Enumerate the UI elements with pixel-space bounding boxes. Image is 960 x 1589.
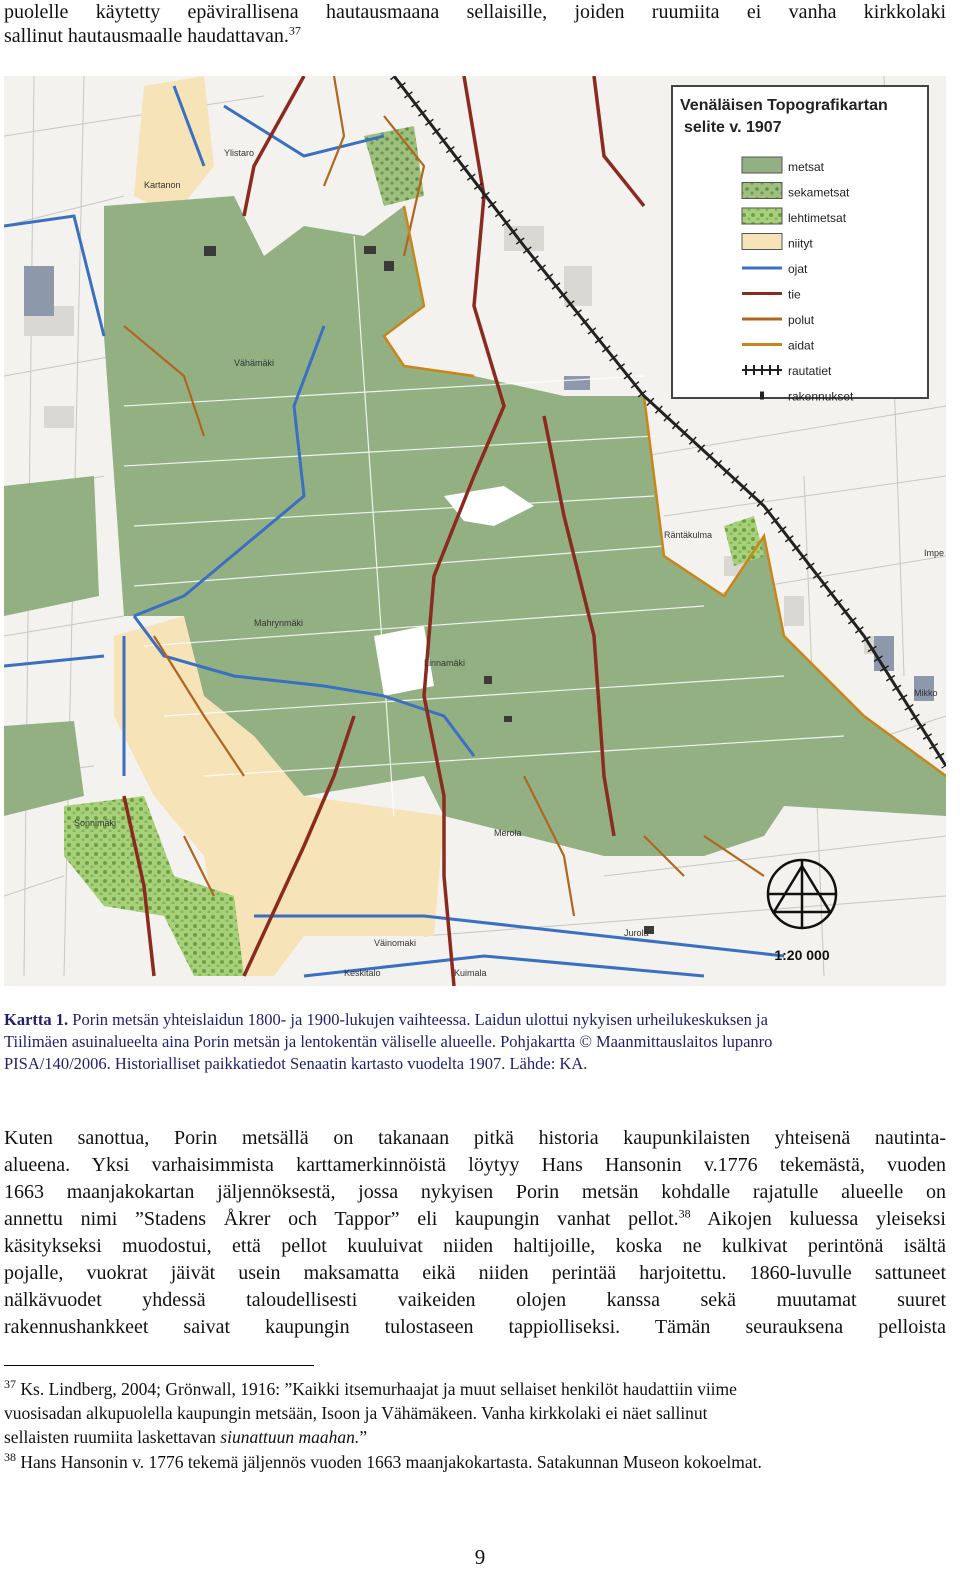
figure-caption: Kartta 1. Porin metsän yhteislaidun 1800- ja 1900-lukujen vaihteessa. Laidun ulottui nykyisen urheilukeskuksen ja xyxy=(4,1010,768,1029)
map-place-label: Kartanon xyxy=(144,180,181,190)
map-place-label: Kuimala xyxy=(454,968,487,978)
map-legend xyxy=(672,86,928,404)
map-place-label: Sonnimäki xyxy=(74,818,117,828)
legend-label: niityt xyxy=(788,236,813,251)
map-place-label: Impe xyxy=(924,548,945,558)
legend-label: lehtimetsat xyxy=(788,211,847,225)
map-place-label: Jurola xyxy=(624,928,649,938)
body-line: annettu nimi ”Stadens Åkrer och Tappor” eli kaupungin vanhat pellot.$^{38}$ Aikojen kuluessa yleiseksi xyxy=(4,1206,946,1230)
legend-label: rakennukset xyxy=(788,389,854,404)
body-line: rakennushankkeet saivat kaupungin tulostaseen tappiolliseksi. Tämän seurauksena pelloista xyxy=(4,1316,946,1338)
footnote-divider xyxy=(4,1365,314,1366)
legend-label: aidat xyxy=(788,338,815,353)
legend-label: metsat xyxy=(788,160,825,174)
legend-item-lehtimetsat xyxy=(742,208,847,225)
map-place-label: Vähämäki xyxy=(234,358,275,368)
footnote-ref[interactable]: 37 xyxy=(288,23,301,38)
legend-label: ojat xyxy=(788,262,808,276)
legend-label: sekametsat xyxy=(788,185,850,200)
legend-label: tie xyxy=(788,287,801,302)
map-place-label: Räntäkulma xyxy=(664,530,713,540)
map-place-label: Väinomaki xyxy=(374,938,417,948)
figure-caption: PISA/140/2006. Historialliset paikkatiedot Senaatin kartasto vuodelta 1907. Lähde: KA. xyxy=(4,1054,588,1073)
legend-item-niityt xyxy=(742,234,813,251)
footnote-ref[interactable]: 38 xyxy=(678,1206,691,1221)
body-line: käsitykseksi muodostui, että pellot kuuluivat niiden haltijoille, koska ne kulkivat perintönä isältä xyxy=(4,1235,946,1257)
body-line: alueena. Yksi varhaisimmista karttamerkinnöistä löytyy Hans Hansonin v.1776 tekemästä, vuoden xyxy=(4,1154,946,1176)
compass-icon xyxy=(768,860,836,928)
body-line: nälkävuodet yhdessä taloudellisesti vaikeiden olojen kanssa sekä muutamat suuret xyxy=(4,1289,946,1311)
historical-map xyxy=(4,76,946,986)
body-line: 1663 maanjakokartan jäljennöksestä, jossa nykyisen Porin metsän kohdalle rajatulle alueelle on xyxy=(4,1181,946,1203)
legend-label: polut xyxy=(788,313,815,327)
footnote-37: sellaisten ruumiita laskettavan siunattuun maahan.” xyxy=(4,1427,368,1447)
figure-caption: Tiilimäen asuinalueelta aina Porin metsän ja lentokentän väliselle alueelle. Pohjakartta © Maanmittauslaitos lupanro xyxy=(4,1032,773,1051)
body-line: sallinut hautausmaalle haudattavan.$^{37}$ xyxy=(4,23,301,47)
footnote-37: vuosisadan alkupuolella kaupungin metsään, Isoon ja Vähämäkeen. Vanha kirkkolaki ei näet sallinut xyxy=(4,1403,708,1423)
map-place-label: Keskitalo xyxy=(344,968,381,978)
map-scale: 1:20 000 xyxy=(774,947,830,963)
body-line: pojalle, vuokrat jäivät usein maksamatta eikä niiden perintää harjoitettu. 1860-luvulle sattuneet xyxy=(4,1262,946,1284)
legend-item-sekametsat xyxy=(742,183,850,200)
map-place-label: Mahrynmäki xyxy=(254,618,304,628)
map-place-label: Mikko xyxy=(914,688,938,698)
legend-title: Venäläisen Topografikartan xyxy=(680,97,888,114)
footnote-38: $^{38}$ Hans Hansonin v. 1776 tekemä jäljennös vuoden 1663 maanjakokartasta. Satakunnan Museon kokoelmat. xyxy=(4,1450,762,1472)
map-place-label: Merola xyxy=(494,828,522,838)
legend-label: rautatiet xyxy=(788,364,832,378)
page-number: 9 xyxy=(474,1545,486,1569)
body-line: Kuten sanottua, Porin metsällä on takanaan pitkä historia kaupunkilaisten yhteisenä nautinta- xyxy=(4,1127,946,1149)
map-place-label: Ylistaro xyxy=(224,148,255,158)
body-line: puolelle käytetty epävirallisena hautausmaana sellaisille, joiden ruumiita ei vanha kirkkolaki xyxy=(4,1,946,23)
legend-title: selite v. 1907 xyxy=(684,119,782,136)
map-place-label: Linnamäki xyxy=(424,658,466,668)
footnote-37: $^{37}$ Ks. Lindberg, 2004; Grönwall, 1916: ”Kaikki itsemurhaajat ja muut sellaiset henkilöt haudattiin viime xyxy=(4,1377,737,1399)
